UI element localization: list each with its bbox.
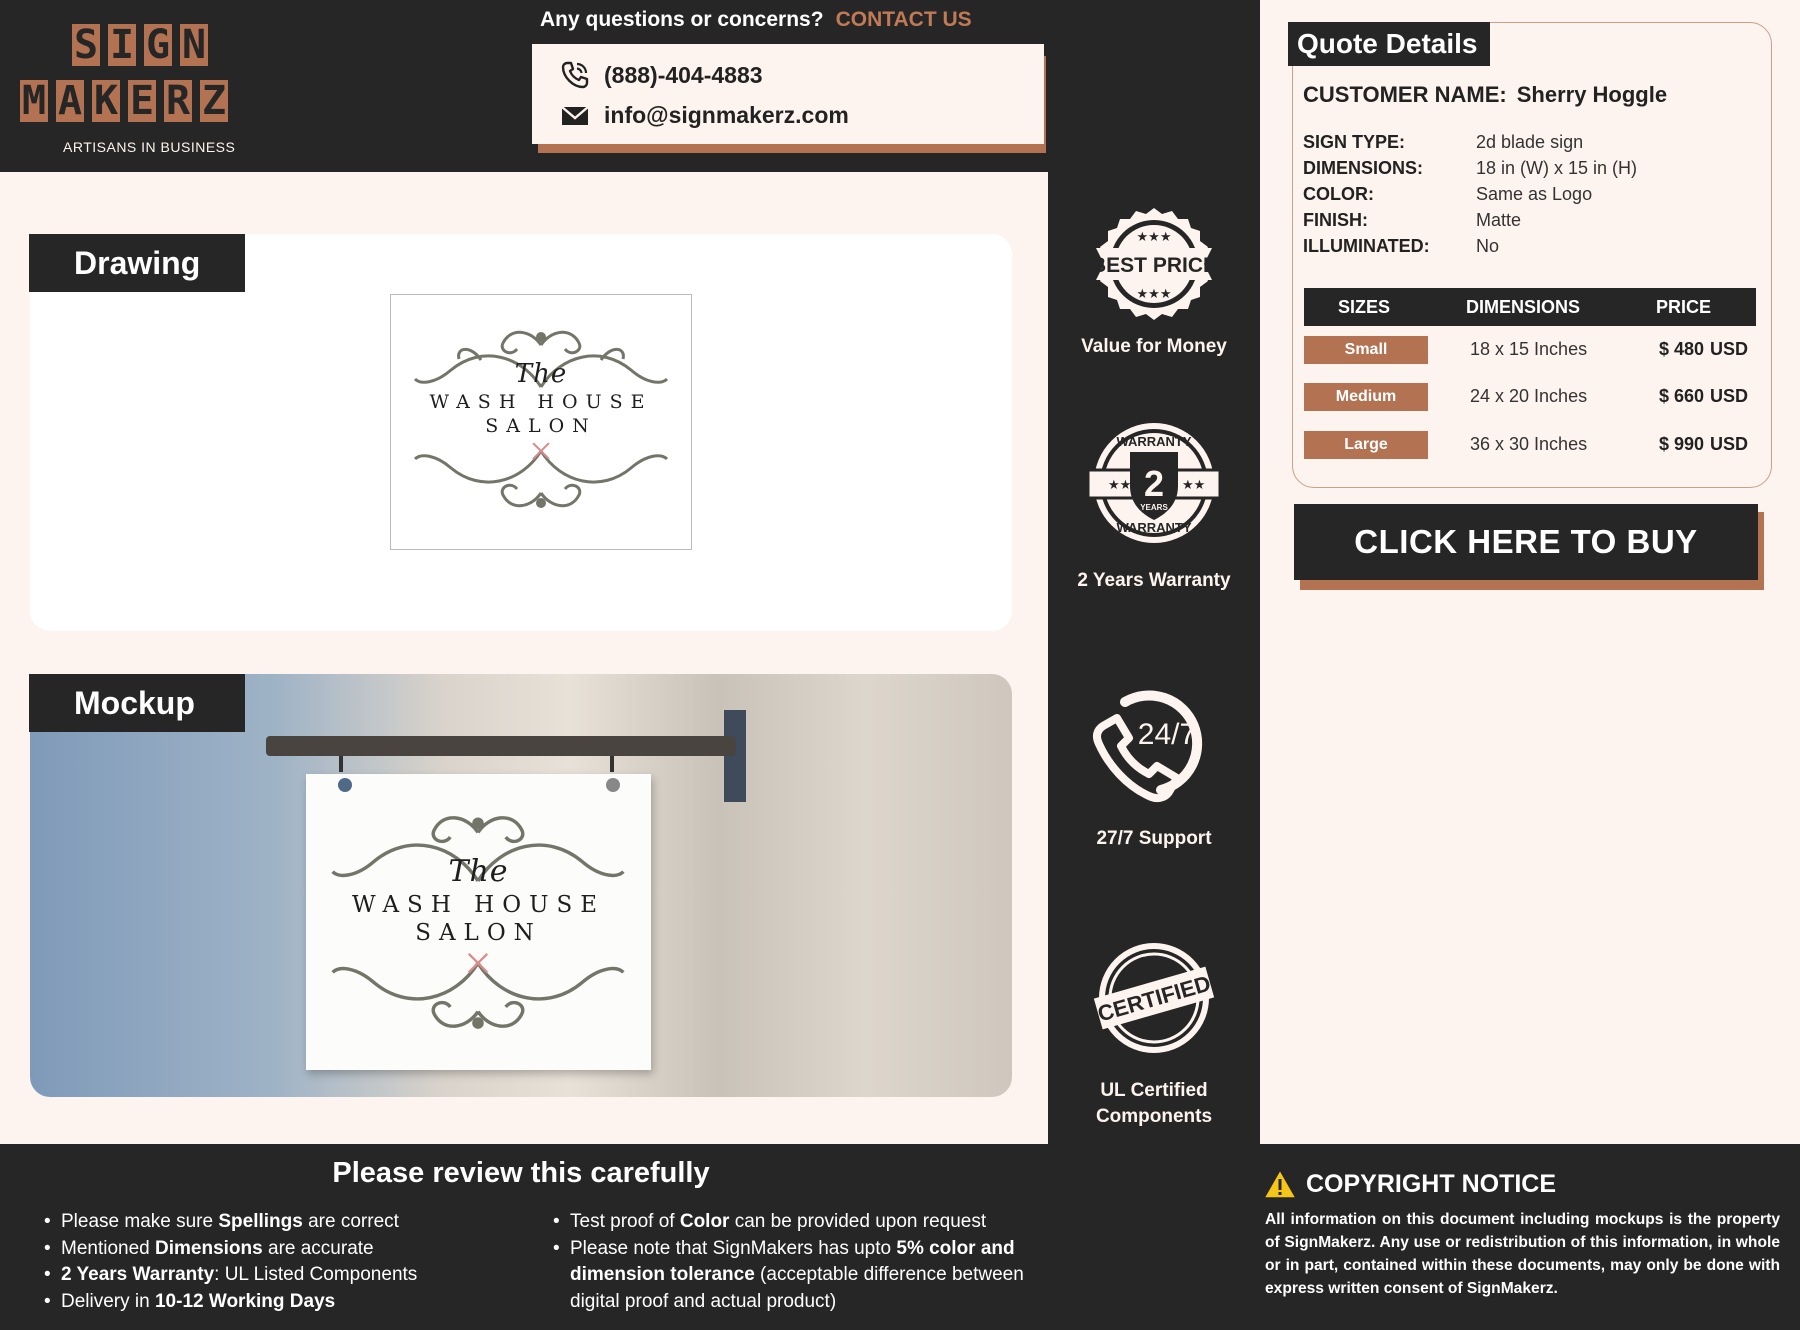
logo-letter-tile: M [21, 78, 47, 124]
badge-certified [1048, 942, 1260, 1130]
logo-letter-tile: G [145, 22, 171, 68]
row-price: $ 660 [1658, 386, 1704, 406]
review-list-left [44, 1209, 544, 1315]
logo-line-wash-house: WASH HOUSE [429, 391, 653, 413]
customer-name: Sherry Hoggle [1516, 82, 1668, 107]
header-price: PRICE [1656, 297, 1712, 317]
bracket-arm [266, 736, 736, 756]
bottom-ornament-icon [411, 443, 671, 523]
spec-dimensions [1303, 158, 1637, 179]
table-row[interactable] [1304, 336, 1756, 366]
logo-row-makerz [20, 80, 236, 122]
row-price: $ 480 [1658, 339, 1704, 359]
customer-name-line [1303, 82, 1667, 108]
warranty-number: 2 [1143, 463, 1165, 504]
review-list-right [553, 1209, 1043, 1315]
warranty-years-text: YEARS [1140, 503, 1168, 512]
sign-hole-left [338, 778, 352, 792]
badge-label-support: 27/7 Support [1096, 828, 1212, 849]
header-dimensions: DIMENSIONS [1466, 297, 1581, 317]
spec-key: COLOR: [1303, 184, 1374, 204]
spec-key: SIGN TYPE: [1303, 132, 1406, 152]
badge-label-warranty: 2 Years Warranty [1077, 570, 1231, 591]
spec-key: DIMENSIONS: [1303, 158, 1424, 178]
row-currency: USD [1710, 386, 1749, 406]
phone-icon [560, 60, 590, 90]
mockup-tab: Mockup [29, 674, 245, 732]
chain-left [339, 756, 343, 772]
hanging-sign[interactable] [306, 774, 651, 1070]
logo-letter-tile: Z [201, 78, 227, 124]
warranty-bottom-text: WARRANTY [1116, 520, 1192, 535]
mockup-bottom-ornament-icon [328, 952, 628, 1048]
signmakerz-logo[interactable] [18, 22, 273, 162]
spec-value: Same as Logo [1476, 184, 1593, 204]
badge-label-certified: UL Certified Components [1095, 1080, 1213, 1127]
phone-support-icon [1089, 680, 1219, 810]
logo-letter-tile: K [93, 78, 119, 124]
warranty-top-text: WARRANTY [1116, 434, 1192, 449]
support-24-7-text: 24/7 [1137, 718, 1197, 751]
row-dimensions: 18 x 15 Inches [1470, 339, 1588, 359]
logo-letter-tile: I [109, 22, 135, 68]
copyright-heading [1262, 1168, 1556, 1200]
price-table-header [1304, 288, 1756, 326]
mail-icon [560, 104, 590, 128]
copyright-title: COPYRIGHT NOTICE [1306, 1169, 1557, 1198]
row-currency: USD [1710, 339, 1749, 359]
logo-line-salon: SALON [485, 415, 597, 437]
click-here-to-buy-button[interactable]: CLICK HERE TO BUY [1294, 504, 1758, 580]
drawing-tab: Drawing [29, 234, 245, 292]
spec-finish [1303, 210, 1521, 231]
warning-icon [1262, 1168, 1298, 1200]
quote-title: Quote Details [1288, 22, 1490, 66]
spec-sign-type [1303, 132, 1583, 153]
logo-tagline: ARTISANS IN BUSINESS [63, 139, 236, 155]
spec-value: No [1476, 236, 1500, 256]
contact-box [532, 44, 1044, 144]
spec-value: Matte [1476, 210, 1522, 230]
svg-text:★★: ★★ [1182, 478, 1206, 493]
best-price-badge-text: BEST PRICE [1096, 254, 1212, 277]
review-title: Please review this carefully [332, 1157, 710, 1189]
table-row[interactable] [1304, 383, 1756, 413]
contact-prompt [540, 8, 972, 32]
svg-text:★★: ★★ [1108, 478, 1132, 493]
mockup-card [30, 674, 1012, 1097]
logo-letter-tile: R [165, 78, 191, 124]
spec-color [1303, 184, 1592, 205]
badge-warranty [1048, 420, 1260, 594]
list-item: • Mentioned Dimensions are accurate [44, 1236, 544, 1263]
size-large: Large [1304, 431, 1428, 459]
best-price-icon [1096, 206, 1212, 322]
wall-mount [724, 710, 746, 802]
badge-best-price [1048, 206, 1260, 360]
warranty-icon [1086, 420, 1222, 546]
drawing-card [30, 234, 1012, 631]
spec-key: ILLUMINATED: [1303, 236, 1430, 256]
row-price: $ 990 [1658, 434, 1704, 454]
svg-text:★★★: ★★★ [1136, 230, 1172, 245]
list-item: • Delivery in 10-12 Working Days [44, 1289, 544, 1316]
list-item: • 2 Years Warranty: UL Listed Components [44, 1262, 544, 1289]
chain-right [610, 756, 614, 772]
email-row[interactable] [560, 102, 849, 129]
row-currency: USD [1710, 434, 1749, 454]
footer [0, 1144, 1800, 1330]
table-row[interactable] [1304, 431, 1756, 461]
header-sizes: SIZES [1338, 297, 1391, 317]
header [0, 0, 1048, 172]
sign-hole-right [606, 778, 620, 792]
phone-row[interactable] [560, 60, 763, 90]
spec-key: FINISH: [1303, 210, 1368, 230]
row-dimensions: 36 x 30 Inches [1470, 434, 1588, 454]
logo-letter-tile: E [129, 78, 155, 124]
logo-letter-tile: A [57, 78, 83, 124]
mockup-line-salon: SALON [415, 920, 542, 946]
logo-row-sign [72, 24, 216, 66]
list-item: • Please note that SignMakers has upto 5% color and dimension tolerance (acceptable difference between digital proof and actual product) [553, 1236, 1043, 1316]
certified-stamp-icon [1092, 942, 1216, 1054]
contact-us-link[interactable]: CONTACT US [835, 8, 972, 31]
drawing-proof[interactable] [390, 294, 692, 550]
spec-value: 18 in (W) x 15 in (H) [1476, 158, 1638, 178]
badge-label-value-for-money: Value for Money [1081, 336, 1227, 357]
svg-text:★★★: ★★★ [1136, 287, 1172, 302]
size-medium: Medium [1304, 383, 1428, 411]
row-dimensions: 24 x 20 Inches [1470, 386, 1588, 406]
logo-letter-tile: N [181, 22, 207, 68]
customer-name-label: CUSTOMER NAME: [1303, 82, 1507, 107]
size-small: Small [1304, 336, 1428, 364]
mockup-line-wash-house: WASH HOUSE [351, 892, 606, 918]
list-item: • Please make sure Spellings are correct [44, 1209, 544, 1236]
spec-illuminated [1303, 236, 1499, 257]
phone-number: (888)-404-4883 [604, 61, 763, 88]
copyright-text: All information on this document including mockups is the property of SignMakerz. Any use or redistribution of this information, in whole or in part, contained within these documents, may only be done with express written consent of SignMakerz. [1265, 1211, 1780, 1297]
features-sidebar [1048, 0, 1260, 1144]
logo-letter-tile: S [73, 22, 99, 68]
list-item: • Test proof of Color can be provided upon request [553, 1209, 1043, 1236]
logo-script-the: The [514, 359, 568, 389]
mockup-script-the: The [448, 854, 509, 889]
email-address: info@signmakerz.com [604, 102, 849, 128]
badge-support [1048, 680, 1260, 852]
spec-value: 2d blade sign [1476, 132, 1584, 152]
question-text: Any questions or concerns? [540, 8, 824, 31]
certified-text: CERTIFIED [1094, 970, 1214, 1027]
